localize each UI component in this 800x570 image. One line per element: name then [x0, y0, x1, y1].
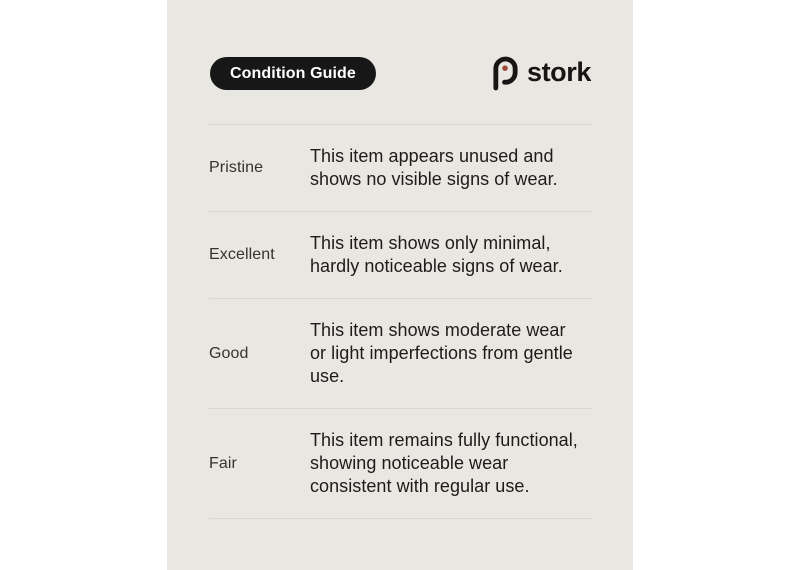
condition-description: This item appears unused and shows no visible signs of wear.	[310, 146, 558, 189]
stork-logo	[491, 56, 591, 91]
condition-row-pristine	[209, 124, 592, 211]
stork-logo-icon	[491, 56, 520, 91]
card-header	[167, 0, 633, 90]
condition-label: Excellent	[209, 246, 275, 263]
condition-label: Fair	[209, 454, 237, 472]
condition-label: Pristine	[209, 159, 264, 176]
condition-label: Good	[209, 344, 249, 362]
condition-description: This item shows moderate wear or light imperfections from gentle use.	[310, 320, 573, 386]
condition-description: This item remains fully functional, showing noticeable wear consistent with regular use.	[310, 430, 578, 496]
condition-guide-card	[167, 0, 633, 570]
condition-row-excellent	[209, 211, 592, 298]
condition-description: This item shows only minimal, hardly noticeable signs of wear.	[310, 233, 563, 276]
stork-logo-wordmark: stork	[526, 56, 591, 87]
condition-row-fair	[209, 408, 592, 518]
conditions-table	[209, 124, 592, 519]
condition-row-good	[209, 298, 592, 408]
condition-guide-badge[interactable]: Condition Guide	[210, 57, 376, 90]
